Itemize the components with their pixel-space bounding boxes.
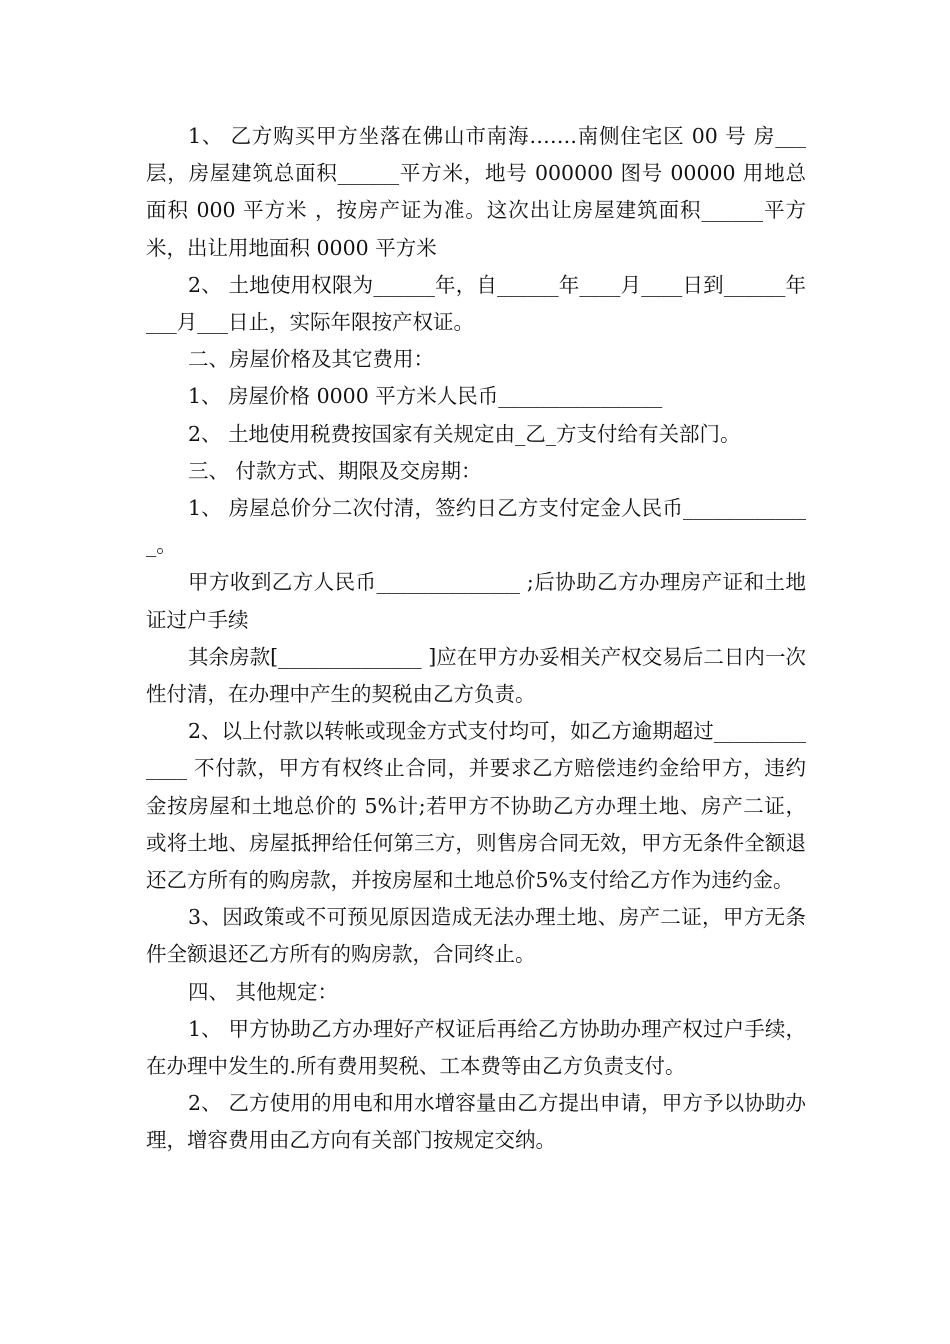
section-2-heading: 二、房屋价格及其它费用： [188,347,434,372]
clause-1-2-land-term: 2、 土地使用权限为______年，自______年____月____日到______年___月___日止，实际年限按产权证。 [146,272,806,335]
clause-3-2-overdue: 2、以上付款以转帐或现金方式支付均可，如乙方逾期超过_____________ 不付款，甲方有权终止合同，并要求乙方赔偿违约金给甲方，违约金按房屋和土地总价的 5%计;若甲方不协助乙方办理土地、房产二证，或将土地、房屋抵押给任何第三方，则售房合同无效，甲方无条件全额退还乙方所有的购房款，并按房屋和土地总价5%支付给乙方作为违约金。 [146,719,806,893]
clause-3-3-policy: 3、因政策或不可预见原因造成无法办理土地、房产二证，甲方无条件全额退还乙方所有的购房款，合同终止。 [146,905,806,967]
clause-3-1-deposit: 1、 房屋总价分二次付清，签约日乙方支付定金人民币_____________。 [146,496,806,558]
clause-1-1-property: 1、 乙方购买甲方坐落在佛山市南海…….南侧住宅区 00 号 房___层，房屋建筑总面积______平方米，地号 000000 图号 00000 用地总面积 000 平方米 ，按房产证为准。这次出让房屋建筑面积______平方米，出让用地面积 0000 平方米 [146,124,806,260]
clause-2-2-land-tax: 2、 土地使用税费按国家有关规定由_乙_方支付给有关部门。 [188,421,741,446]
section-4-heading: 四、 其他规定： [188,979,339,1004]
clause-3-receipt: 甲方收到乙方人民币______________ ;后协助乙方办理房产证和土地证过户手续 [146,570,806,632]
clause-4-2-utilities: 2、 乙方使用的用电和用水增容量由乙方提出申请，甲方予以协助办理，增容费用由乙方向有关部门按规定交纳。 [146,1091,806,1153]
clause-4-1-transfer: 1、 甲方协助乙方办理好产权证后再给乙方协助办理产权过户手续，在办理中发生的.所有费用契税、工本费等由乙方负责支付。 [146,1016,806,1079]
document-body [146,118,806,1160]
clause-3-remaining-payment: 其余房款[______________ ]应在甲方办妥相关产权交易后二日内一次性付清，在办理中产生的契税由乙方负责。 [146,644,806,707]
clause-2-1-price: 1、 房屋价格 0000 平方米人民币________________ [188,384,663,409]
section-3-heading: 三、 付款方式、期限及交房期： [188,458,482,483]
